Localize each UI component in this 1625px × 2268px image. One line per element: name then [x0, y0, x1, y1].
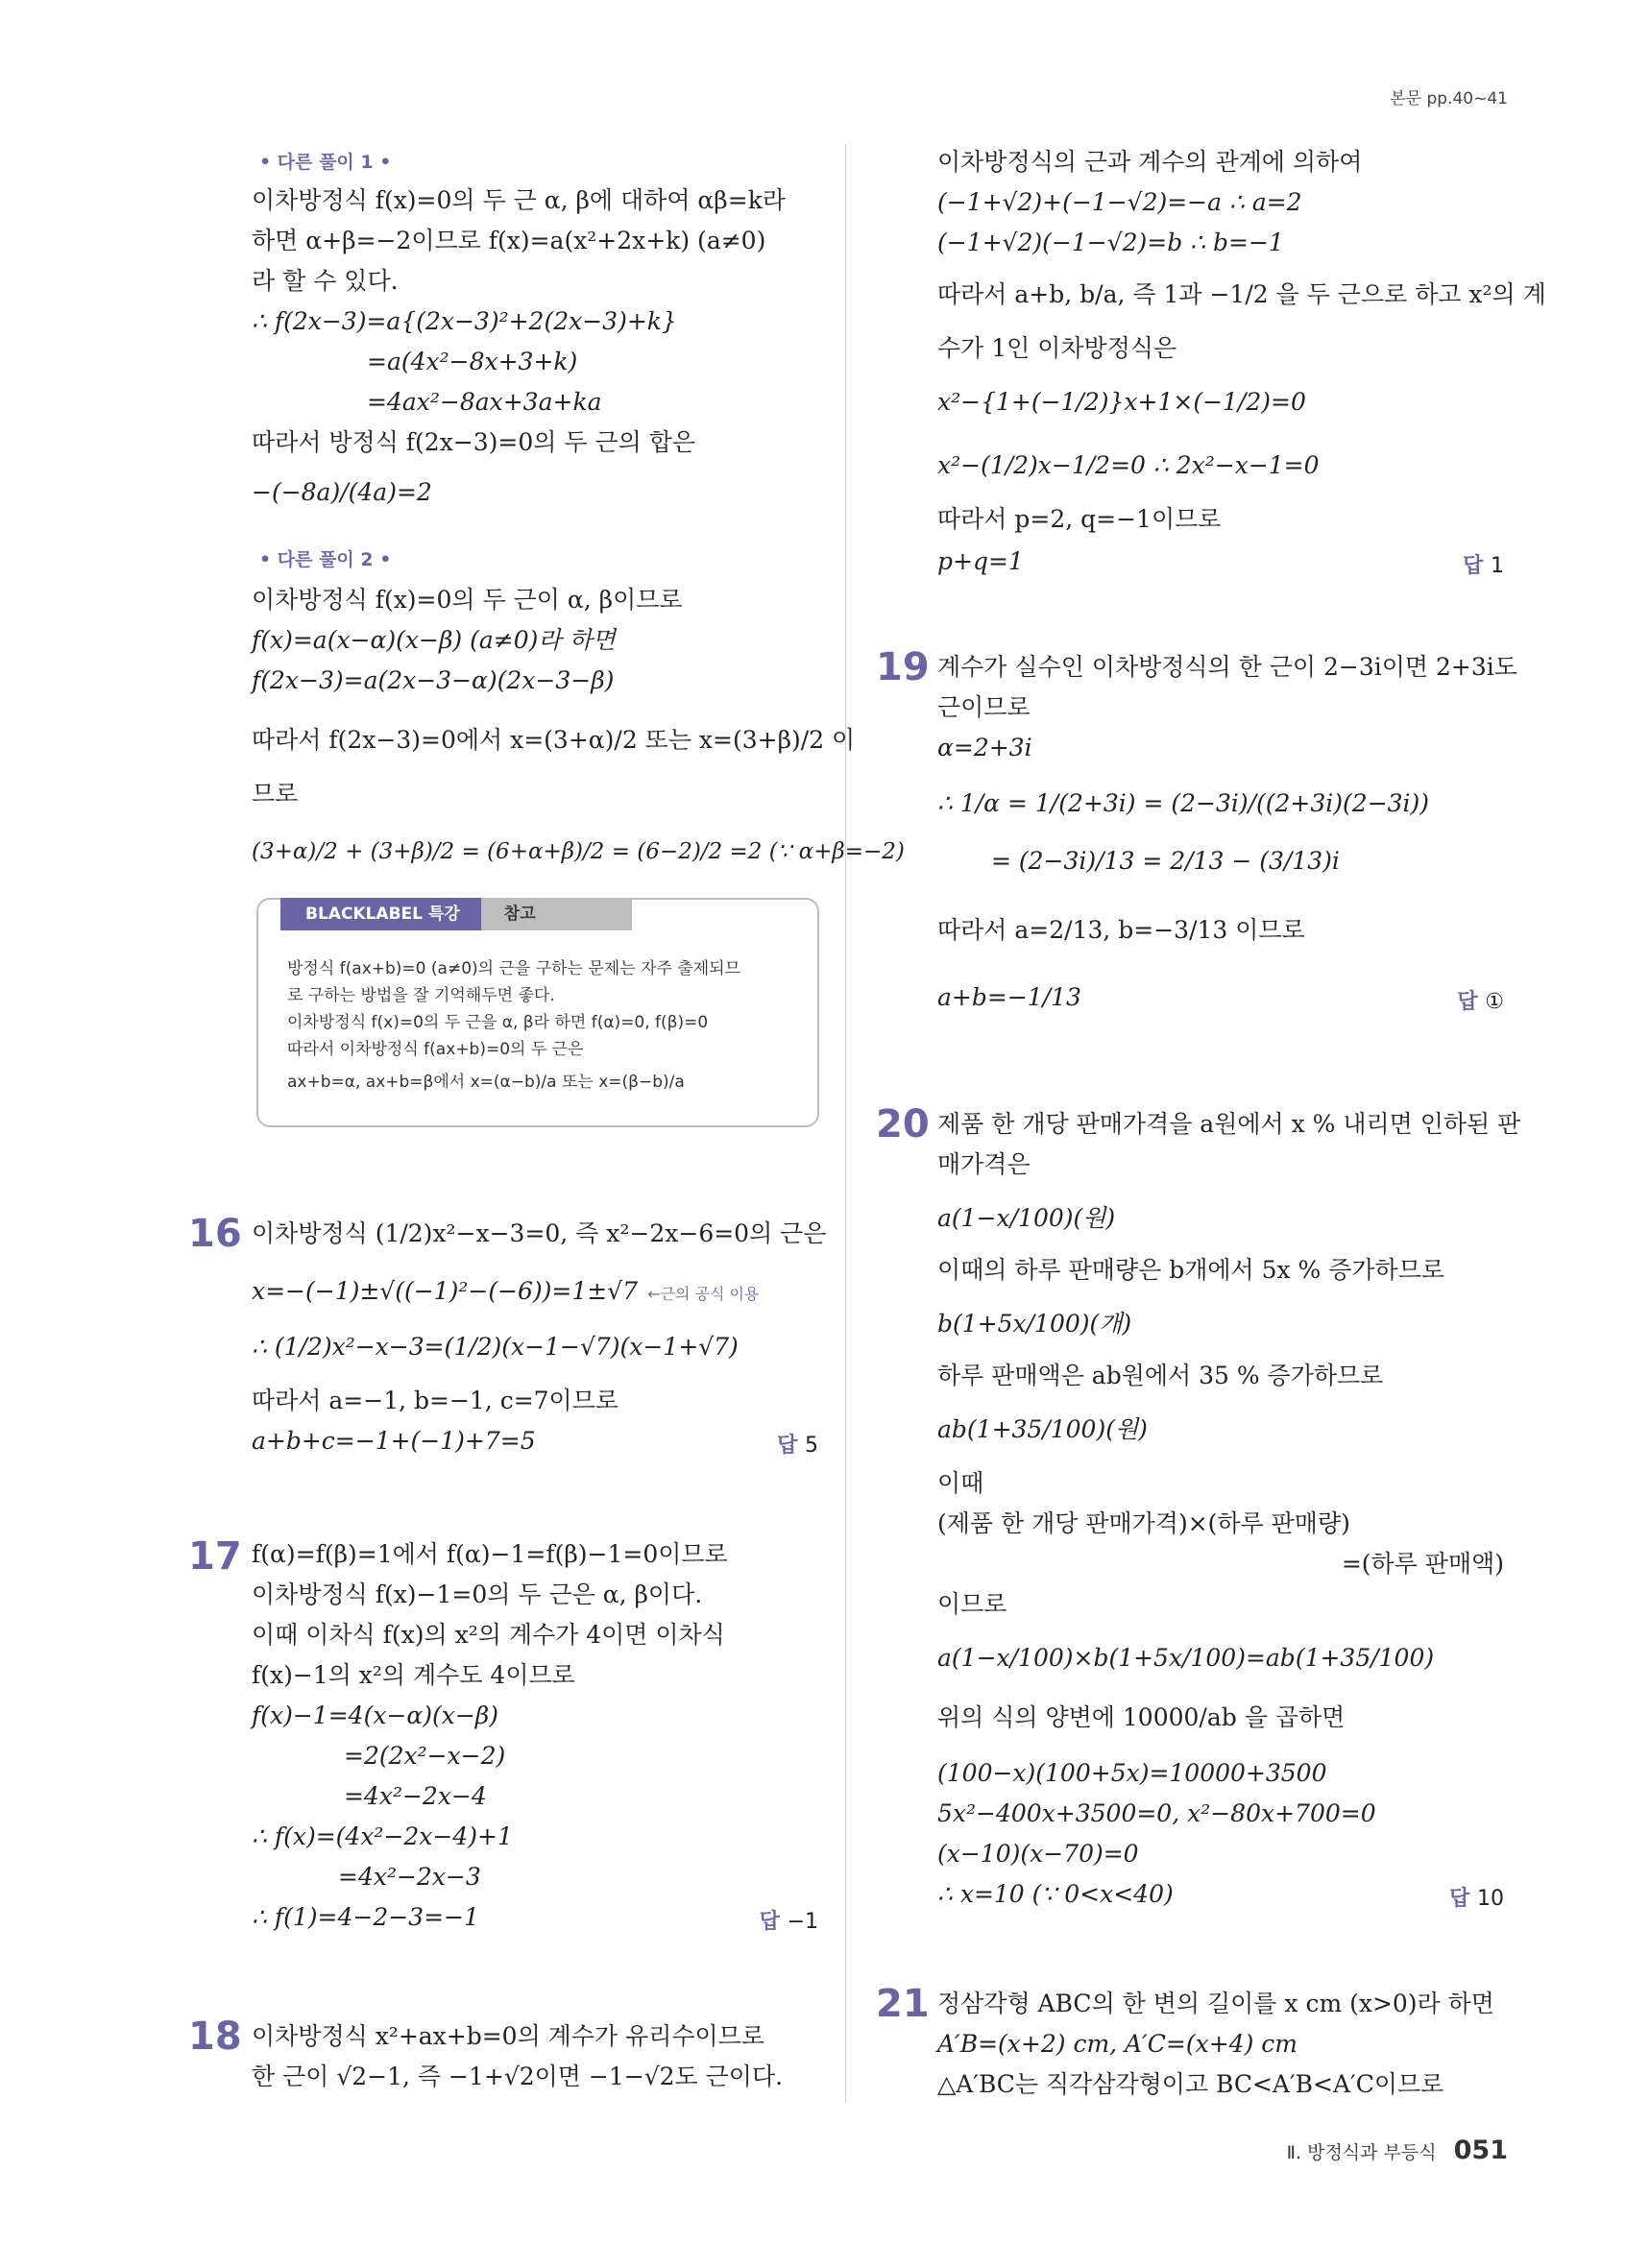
box-body	[287, 955, 740, 1096]
solution-line: 근이므로	[937, 693, 1031, 721]
equation-line: a+b+c=−1+(−1)+7=5	[252, 1427, 536, 1455]
question-number-18: 18	[188, 2015, 242, 2059]
solution-line: 하루 판매액은 ab원에서 35 % 증가하므로	[937, 1362, 1384, 1389]
equation-line: f(2x−3)=a(2x−3−α)(2x−3−β)	[252, 666, 615, 694]
equation-line: ∴ f(1)=4−2−3=−1	[252, 1903, 479, 1931]
equation-line: (100−x)(100+5x)=10000+3500	[937, 1759, 1327, 1787]
equation-line: 5x²−400x+3500=0, x²−80x+700=0	[937, 1799, 1376, 1827]
equation-line: a+b=−1/13	[937, 983, 1081, 1011]
formula-note: ←근의 공식 이용	[647, 1285, 760, 1303]
solution-line: 계수가 실수인 이차방정식의 한 근이 2−3i이면 2+3i도	[937, 653, 1517, 681]
answer-label: 답	[759, 1910, 780, 1934]
equation-line: ∴ 1/α = 1/(2+3i) = (2−3i)/((2+3i)(2−3i))	[937, 789, 1430, 817]
answer-value: −1	[787, 1910, 818, 1934]
solution-line: 이때의 하루 판매량은 b개에서 5x % 증가하므로	[937, 1256, 1444, 1284]
equation-line: x²−{1+(−1/2)}x+1×(−1/2)=0	[937, 388, 1306, 416]
answer-17	[760, 1905, 818, 1935]
solution-line: 제품 한 개당 판매가격을 a원에서 x % 내리면 인하된 판	[937, 1110, 1521, 1138]
box-tab	[280, 898, 632, 930]
solution-line: =(하루 판매액)	[1341, 1550, 1504, 1578]
equation-line: (x−10)(x−70)=0	[937, 1840, 1139, 1868]
equation-line: (−1+√2)(−1−√2)=b ∴ b=−1	[937, 229, 1284, 256]
equation-line: ∴ f(2x−3)=a{(2x−3)²+2(2x−3)+k}	[252, 307, 677, 335]
solution-line: 이차방정식 f(x)=0의 두 근 α, β에 대하여 αβ=k라	[252, 186, 787, 214]
equation-line: ab(1+35/100)(원)	[937, 1415, 1148, 1443]
equation-line: ∴ (1/2)x²−x−3=(1/2)(x−1−√7)(x−1+√7)	[252, 1333, 739, 1361]
answer-value: 5	[805, 1434, 818, 1458]
column-divider	[845, 144, 846, 2103]
equation-line: a(1−x/100)(원)	[937, 1204, 1116, 1232]
equation-line	[252, 1275, 759, 1311]
solution-line: 수가 1인 이차방정식은	[937, 334, 1177, 362]
answer-label: 답	[1457, 990, 1478, 1014]
box-line: ax+b=α, ax+b=β에서 x=(α−b)/a 또는 x=(β−b)/a	[287, 1073, 685, 1092]
answer-20	[1449, 1882, 1504, 1912]
solution-line: (제품 한 개당 판매가격)×(하루 판매량)	[937, 1509, 1350, 1537]
solution-line: 이차방정식의 근과 계수의 관계에 의하여	[937, 148, 1363, 176]
solution-line: 이차방정식 f(x)=0의 두 근이 α, β이므로	[252, 586, 683, 614]
page-number: 051	[1453, 2135, 1508, 2165]
alt-solution-1-heading: • 다른 풀이 1 •	[259, 152, 392, 173]
question-number-19: 19	[876, 645, 930, 689]
answer-label: 답	[1449, 1887, 1470, 1911]
equation-line: (3+α)/2 + (3+β)/2 = (6+α+β)/2 = (6−2)/2 =2 (∵ α+β=−2)	[252, 839, 905, 864]
answer-18	[1463, 549, 1504, 579]
answer-value: 1	[1491, 554, 1504, 578]
section-title: Ⅱ. 방정식과 부등식	[1286, 2142, 1437, 2163]
solution-line: 따라서 방정식 f(2x−3)=0의 두 근의 합은	[252, 428, 696, 456]
solution-line: 정삼각형 ABC의 한 변의 길이를 x cm (x>0)라 하면	[937, 1990, 1494, 2017]
equation-line: −(−8a)/(4a)=2	[252, 478, 432, 506]
solution-line: 매가격은	[937, 1150, 1031, 1178]
answer-value: 10	[1477, 1887, 1504, 1911]
equation-line: (−1+√2)+(−1−√2)=−a ∴ a=2	[937, 188, 1302, 216]
solution-line: f(x)−1의 x²의 계수도 4이므로	[252, 1661, 575, 1689]
quadratic-formula: x=−(−1)±√((−1)²−(−6))=1±√7	[252, 1277, 639, 1305]
box-line: 로 구하는 방법을 잘 기억해두면 좋다.	[287, 986, 555, 1005]
question-number-20: 20	[876, 1102, 930, 1146]
question-number-17: 17	[188, 1534, 242, 1579]
page-footer	[1287, 2135, 1508, 2165]
solution-line: 이므로	[937, 1590, 1007, 1618]
equation-line: =4x²−2x−3	[338, 1863, 481, 1891]
solution-line: 라 할 수 있다.	[252, 267, 399, 295]
equation-line: f(x)=a(x−α)(x−β) (a≠0)라 하면	[252, 626, 616, 654]
question-number-16: 16	[188, 1212, 242, 1256]
equation-line: A′B=(x+2) cm, A′C=(x+4) cm	[937, 2030, 1298, 2058]
box-line: 따라서 이차방정식 f(ax+b)=0의 두 근은	[287, 1040, 584, 1059]
equation-line: =2(2x²−x−2)	[344, 1742, 506, 1770]
solution-line: 위의 식의 양변에 10000/ab 을 곱하면	[937, 1703, 1346, 1731]
equation-line: ∴ x=10 (∵ 0<x<40)	[937, 1880, 1174, 1908]
equation-line: a(1−x/100)×b(1+5x/100)=ab(1+35/100)	[937, 1644, 1435, 1672]
solution-line: 따라서 a=2/13, b=−3/13 이므로	[937, 916, 1305, 944]
solution-line: 이차방정식 x²+ax+b=0의 계수가 유리수이므로	[252, 2022, 764, 2050]
question-number-21: 21	[876, 1982, 930, 2026]
solution-line: 따라서 a+b, b/a, 즉 1과 −1/2 을 두 근으로 하고 x²의 계	[937, 280, 1546, 308]
solution-line: 따라서 a=−1, b=−1, c=7이므로	[252, 1387, 618, 1414]
equation-line: f(x)−1=4(x−α)(x−β)	[252, 1701, 499, 1729]
reference-tab-label: 참고	[481, 898, 632, 930]
equation-line: p+q=1	[937, 547, 1024, 575]
solution-line: f(α)=f(β)=1에서 f(α)−1=f(β)−1=0이므로	[252, 1540, 728, 1568]
solution-line: 이때	[937, 1469, 984, 1497]
box-line: 이차방정식 f(x)=0의 두 근을 α, β라 하면 f(α)=0, f(β)=0	[287, 1013, 709, 1032]
equation-line: =4x²−2x−4	[344, 1782, 487, 1810]
solution-line: 이차방정식 f(x)−1=0의 두 근은 α, β이다.	[252, 1580, 703, 1608]
solution-line: 이때 이차식 f(x)의 x²의 계수가 4이면 이차식	[252, 1621, 725, 1649]
solution-line: 이차방정식 (1/2)x²−x−3=0, 즉 x²−2x−6=0의 근은	[252, 1219, 827, 1247]
equation-line: ∴ f(x)=(4x²−2x−4)+1	[252, 1822, 513, 1850]
equation-line: b(1+5x/100)(개)	[937, 1310, 1132, 1338]
solution-line: 따라서 f(2x−3)=0에서 x=(3+α)/2 또는 x=(3+β)/2 이	[252, 726, 856, 754]
equation-line: x²−(1/2)x−1/2=0 ∴ 2x²−x−1=0	[937, 451, 1320, 479]
answer-19	[1457, 985, 1504, 1015]
equation-line: α=2+3i	[937, 734, 1032, 761]
box-line: 방정식 f(ax+b)=0 (a≠0)의 근을 구하는 문제는 자주 출제되므	[287, 959, 740, 978]
solution-line: 한 근이 √2−1, 즉 −1+√2이면 −1−√2도 근이다.	[252, 2063, 784, 2090]
page-reference: 본문 pp.40~41	[1390, 89, 1508, 109]
solution-line: 므로	[252, 780, 299, 808]
equation-line: =4ax²−8ax+3a+ka	[367, 388, 602, 416]
answer-label: 답	[777, 1434, 798, 1458]
blacklabel-tab-label: BLACKLABEL 특강	[280, 898, 481, 930]
solution-line: 하면 α+β=−2이므로 f(x)=a(x²+2x+k) (a≠0)	[252, 227, 766, 254]
blacklabel-note-box	[256, 898, 819, 1127]
equation-line: = (2−3i)/13 = 2/13 − (3/13)i	[991, 847, 1340, 875]
answer-label: 답	[1463, 554, 1484, 578]
solution-line: 따라서 p=2, q=−1이므로	[937, 505, 1222, 533]
answer-16	[777, 1429, 818, 1459]
alt-solution-2-heading: • 다른 풀이 2 •	[259, 549, 392, 570]
answer-value: ①	[1485, 990, 1504, 1014]
equation-line: =a(4x²−8x+3+k)	[367, 348, 578, 375]
solution-line: △A′BC는 직각삼각형이고 BC<A′B<A′C이므로	[937, 2070, 1444, 2098]
